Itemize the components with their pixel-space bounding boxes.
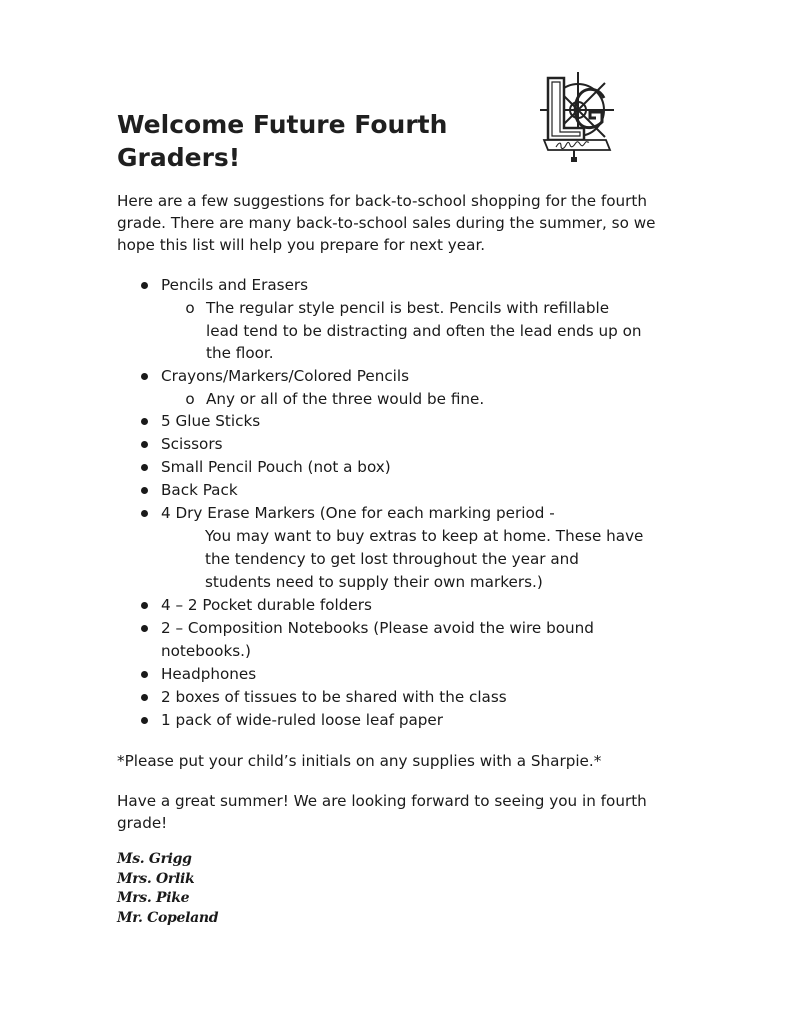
list-item xyxy=(0,456,791,479)
list-item xyxy=(0,479,791,502)
bullet-icon xyxy=(141,418,148,425)
page-title xyxy=(117,108,517,174)
list-subitem xyxy=(0,297,791,365)
signature: Mrs. Pike xyxy=(117,890,190,906)
list-item-text: 4 – 2 Pocket durable folders xyxy=(161,596,372,614)
school-logo xyxy=(534,68,614,164)
list-item-text: Crayons/Markers/Colored Pencils xyxy=(161,366,410,385)
intro-paragraph: Here are a few suggestions for back-to-school shopping for the fourth grade. There are many back-to-school sales during the summer, so we hope this list will help you prepare for next year. xyxy=(117,192,656,254)
list-item-text: 2 – Composition Notebooks (Please avoid the wire bound notebooks.) xyxy=(161,619,594,660)
list-item xyxy=(0,686,791,709)
bullet-icon xyxy=(141,441,148,448)
list-item xyxy=(0,663,791,686)
bullet-icon xyxy=(141,717,148,724)
list-item-text: Scissors xyxy=(161,435,223,453)
list-item-continuation: You may want to buy extras to keep at home. These have the tendency to get lost throughout the year and students need to supply their own markers.) xyxy=(205,527,644,591)
signature: Mr. Copeland xyxy=(117,909,219,926)
title-line-1: Welcome Future Fourth xyxy=(117,110,448,139)
teacher-signatures xyxy=(117,850,417,928)
list-item xyxy=(0,709,791,732)
list-subitem-text: Any or all of the three would be fine. xyxy=(206,389,485,408)
list-item-text: Small Pencil Pouch (not a box) xyxy=(161,458,391,476)
bullet-icon xyxy=(141,282,148,289)
bullet-icon xyxy=(141,602,148,609)
closing-paragraph: Have a great summer! We are looking forward to seeing you in fourth grade! xyxy=(117,792,647,832)
list-item-text: 2 boxes of tissues to be shared with the class xyxy=(161,688,507,706)
sharpie-note: *Please put your child’s initials on any supplies with a Sharpie.* xyxy=(117,752,602,770)
list-item xyxy=(0,617,791,663)
supply-list xyxy=(0,274,791,732)
sub-bullet-icon: o xyxy=(185,299,195,317)
bullet-icon xyxy=(141,487,148,494)
bullet-icon xyxy=(141,373,148,380)
list-item-text: 1 pack of wide-ruled loose leaf paper xyxy=(161,711,443,729)
title-line-2: Graders! xyxy=(117,143,241,172)
list-item-text: Headphones xyxy=(161,665,257,683)
signature: Ms. Grigg xyxy=(117,851,192,867)
bullet-icon xyxy=(141,464,148,471)
list-item-text: 4 Dry Erase Markers (One for each marking period - xyxy=(161,504,555,522)
list-item xyxy=(0,410,791,433)
list-item xyxy=(0,594,791,617)
list-subitem-text: The regular style pencil is best. Pencils with refillable lead tend to be distracting and often the lead ends up on the floor. xyxy=(206,299,642,362)
list-item xyxy=(0,274,791,297)
bullet-icon xyxy=(141,510,148,517)
list-item xyxy=(0,433,791,456)
list-item-text: Back Pack xyxy=(161,481,238,499)
bullet-icon xyxy=(141,671,148,678)
list-item xyxy=(0,502,791,594)
list-item xyxy=(0,365,791,388)
list-item-text: Pencils and Erasers xyxy=(161,276,309,294)
sub-bullet-icon: o xyxy=(185,389,195,408)
list-item-text: 5 Glue Sticks xyxy=(161,412,261,430)
signature: Mrs. Orlik xyxy=(117,870,195,887)
bullet-icon xyxy=(141,625,148,632)
list-subitem xyxy=(0,388,791,411)
bullet-icon xyxy=(141,694,148,701)
